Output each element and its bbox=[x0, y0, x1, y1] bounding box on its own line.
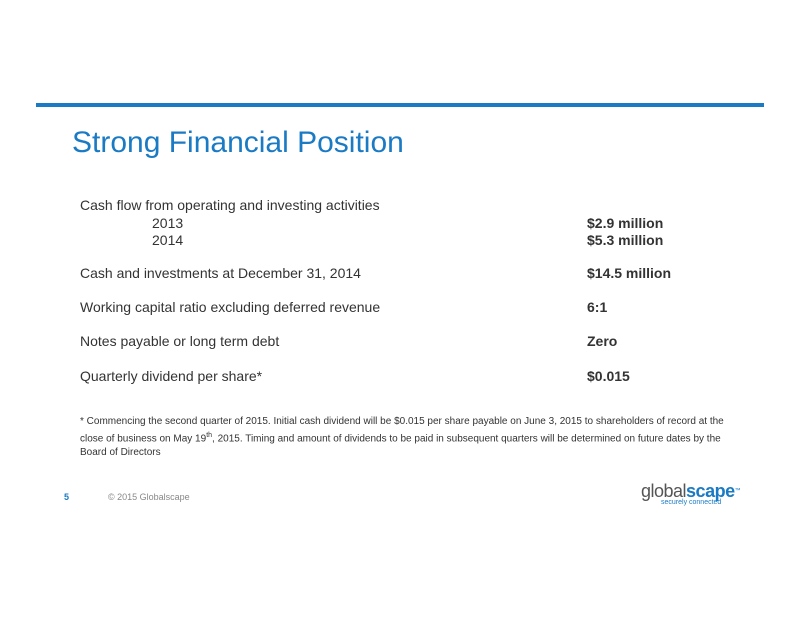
footnote-part1: * Commencing the second quarter of 2015. Initial cash dividend will be $0.015 per share payable on June 3, 2015 to shareholders of record at the close of business on May 19 bbox=[80, 416, 724, 445]
year-2014-label: 2014 bbox=[152, 232, 184, 248]
logo-trademark: ™ bbox=[734, 488, 741, 494]
year-2013-value: $2.9 million bbox=[587, 215, 664, 231]
notes-payable-label: Notes payable or long term debt bbox=[80, 333, 280, 349]
dividend-label: Quarterly dividend per share* bbox=[80, 368, 263, 384]
year-2014-value: $5.3 million bbox=[587, 232, 664, 248]
logo-tagline: securely connected bbox=[661, 499, 722, 506]
cash-investments-label: Cash and investments at December 31, 2014 bbox=[80, 265, 361, 281]
page-number: 5 bbox=[64, 492, 70, 502]
notes-payable-value: Zero bbox=[587, 333, 618, 349]
cash-flow-label: Cash flow from operating and investing activities bbox=[80, 197, 380, 213]
globalscape-logo bbox=[641, 481, 751, 511]
cash-investments-value: $14.5 million bbox=[587, 265, 672, 281]
year-2013-label: 2013 bbox=[152, 215, 184, 231]
slide-title: Strong Financial Position bbox=[72, 126, 404, 159]
working-capital-label: Working capital ratio excluding deferred revenue bbox=[80, 299, 381, 315]
copyright-text: © 2015 Globalscape bbox=[108, 492, 190, 502]
dividend-value: $0.015 bbox=[587, 368, 630, 384]
footnote bbox=[80, 415, 730, 460]
logo-text-scape: scape bbox=[686, 481, 735, 501]
footnote-part2: , 2015. Timing and amount of dividends to be paid in subsequent quarters will be determined on future dates by the Board of Directors bbox=[80, 433, 721, 459]
logo-text-global: global bbox=[641, 481, 687, 501]
top-divider-bar bbox=[36, 103, 764, 107]
working-capital-value: 6:1 bbox=[587, 299, 608, 315]
footnote-superscript: th bbox=[206, 432, 213, 439]
